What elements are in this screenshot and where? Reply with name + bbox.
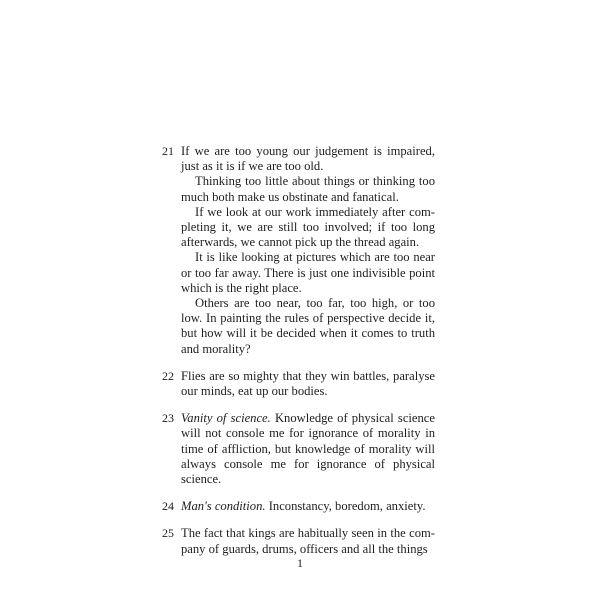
fragment-number: 23 <box>162 411 174 426</box>
fragment-paragraph: Thinking too little about things or thinking too much both make us obstinate and fanatical. <box>181 174 435 204</box>
fragment-number: 21 <box>162 144 174 158</box>
fragment-number: 25 <box>162 526 174 541</box>
fragment-title: Man's condition. <box>181 499 266 514</box>
fragment-text: Inconstancy, boredom, anxiety. <box>268 499 426 514</box>
fragment-title: Vanity of science. <box>181 411 271 426</box>
fragment-paragraph: Others are too near, too far, too high, or too low. In painting the rules of perspective decide it, but how will it be decided when it comes to truth and morality? <box>181 296 435 356</box>
fragment-paragraph: If we look at our work immediately after completing it, we are still too involved; if too long afterwards, we cannot pick up the thread again. <box>181 204 435 250</box>
fragment-number: 24 <box>162 499 174 514</box>
fragment-paragraph <box>181 411 435 487</box>
fragment-25 <box>162 526 435 556</box>
fragment-22 <box>162 368 435 399</box>
fragment-24 <box>162 499 435 514</box>
fragment-paragraph <box>181 499 435 514</box>
fragment-text: The fact that kings are habitually seen in the company of guards, drums, officers and all the things <box>181 526 435 556</box>
fragment-21 <box>162 144 435 357</box>
fragment-text: Knowledge of physical science will not console me for ignorance of morality in time of affliction, but knowledge of morality will always console me for ignorance of physical science. <box>181 411 435 487</box>
fragment-paragraph: If we are too young our judgement is impaired, just as it is if we are too old. <box>181 144 435 174</box>
fragment-list <box>0 144 600 557</box>
fragment-number: 22 <box>162 368 174 383</box>
fragment-paragraph: It is like looking at pictures which are too near or too far away. There is just one indivisible point which is the right place. <box>181 250 435 295</box>
fragment-text: Flies are so mighty that they win battles, paralyse our minds, eat up our bodies. <box>181 368 435 399</box>
fragment-23 <box>162 411 435 487</box>
page-number: 1 <box>297 556 303 570</box>
